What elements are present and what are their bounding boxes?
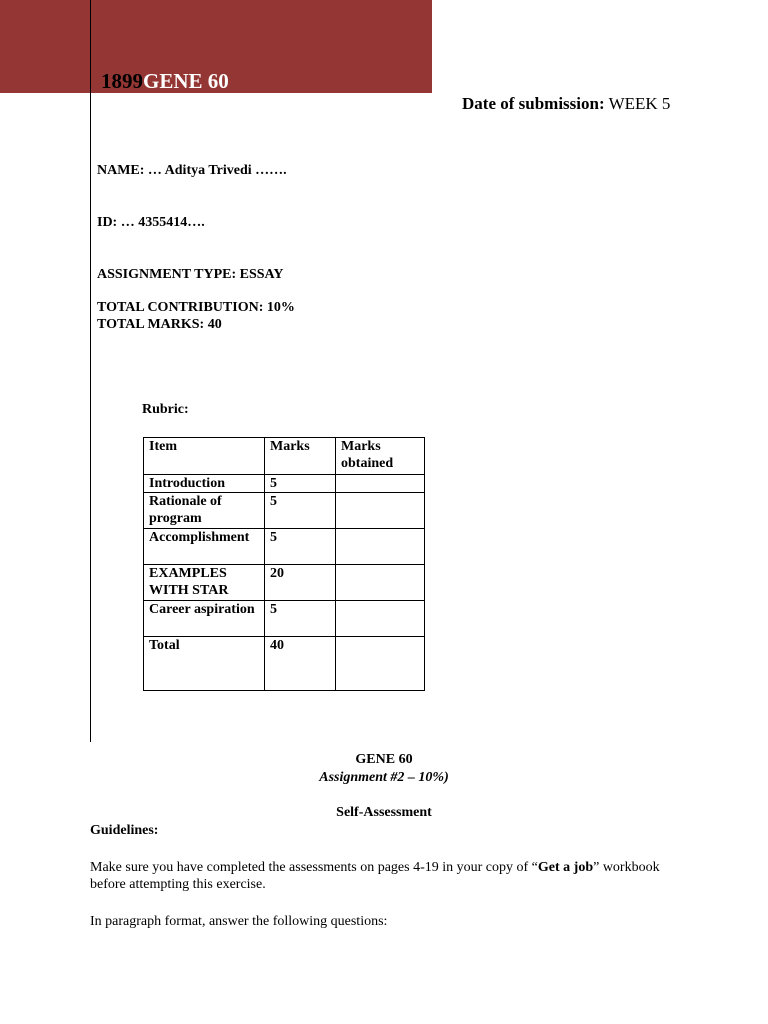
table-row	[144, 475, 425, 493]
total-marks: TOTAL MARKS: 40	[97, 317, 222, 332]
table-row	[144, 637, 425, 691]
table-row	[144, 493, 425, 529]
rubric-obtained	[336, 601, 425, 637]
rubric-item: Rationale of program	[144, 493, 265, 529]
rubric-item: EXAMPLES WITH STAR	[144, 565, 265, 601]
rubric-obtained	[336, 637, 425, 691]
rubric-obtained	[336, 565, 425, 601]
rubric-marks: 20	[265, 565, 336, 601]
workbook-title: Get a job	[537, 860, 594, 875]
assignment-subtitle: Assignment #2 – 10%)	[319, 770, 449, 785]
rubric-item: Total	[144, 637, 265, 691]
total-contribution: TOTAL CONTRIBUTION: 10%	[97, 300, 295, 315]
rubric-header-item: Item	[144, 438, 265, 475]
rubric-marks: 5	[265, 601, 336, 637]
guidelines-paragraph	[90, 859, 690, 893]
assignment-type: ASSIGNMENT TYPE: ESSAY	[97, 267, 284, 282]
rubric-marks: 40	[265, 637, 336, 691]
submission-value: WEEK 5	[608, 94, 671, 113]
rubric-header-obtained: Marks obtained	[336, 438, 425, 475]
paragraph-text: ” workbook before attempting this exercise.	[90, 860, 660, 892]
rubric-obtained	[336, 475, 425, 493]
table-row	[144, 565, 425, 601]
rubric-marks: 5	[265, 529, 336, 565]
course-name: GENE 60	[143, 69, 229, 93]
submission-date	[462, 94, 670, 114]
instructions-paragraph: In paragraph format, answer the following questions:	[90, 914, 388, 929]
id-field: ID: … 4355414….	[97, 215, 205, 230]
rubric-marks: 5	[265, 493, 336, 529]
left-margin-rule	[90, 0, 91, 742]
rubric-obtained	[336, 529, 425, 565]
rubric-table	[143, 437, 425, 691]
rubric-obtained	[336, 493, 425, 529]
table-row	[144, 601, 425, 637]
guidelines-label: Guidelines:	[90, 823, 159, 838]
rubric-item: Introduction	[144, 475, 265, 493]
name-field: NAME: … Aditya Trivedi …….	[97, 163, 287, 178]
rubric-item: Career aspiration	[144, 601, 265, 637]
self-assessment-heading: Self-Assessment	[336, 805, 432, 820]
course-code	[101, 68, 229, 94]
rubric-header-marks: Marks	[265, 438, 336, 475]
assignment-course: GENE 60	[355, 752, 413, 767]
course-number: 1899	[101, 69, 143, 93]
rubric-marks: 5	[265, 475, 336, 493]
table-row	[144, 529, 425, 565]
rubric-header-row	[144, 438, 425, 475]
submission-label: Date of submission:	[462, 94, 605, 113]
paragraph-text: Make sure you have completed the assessments on pages 4-19 in your copy of “	[90, 860, 538, 875]
rubric-item: Accomplishment	[144, 529, 265, 565]
rubric-label: Rubric:	[142, 402, 189, 417]
